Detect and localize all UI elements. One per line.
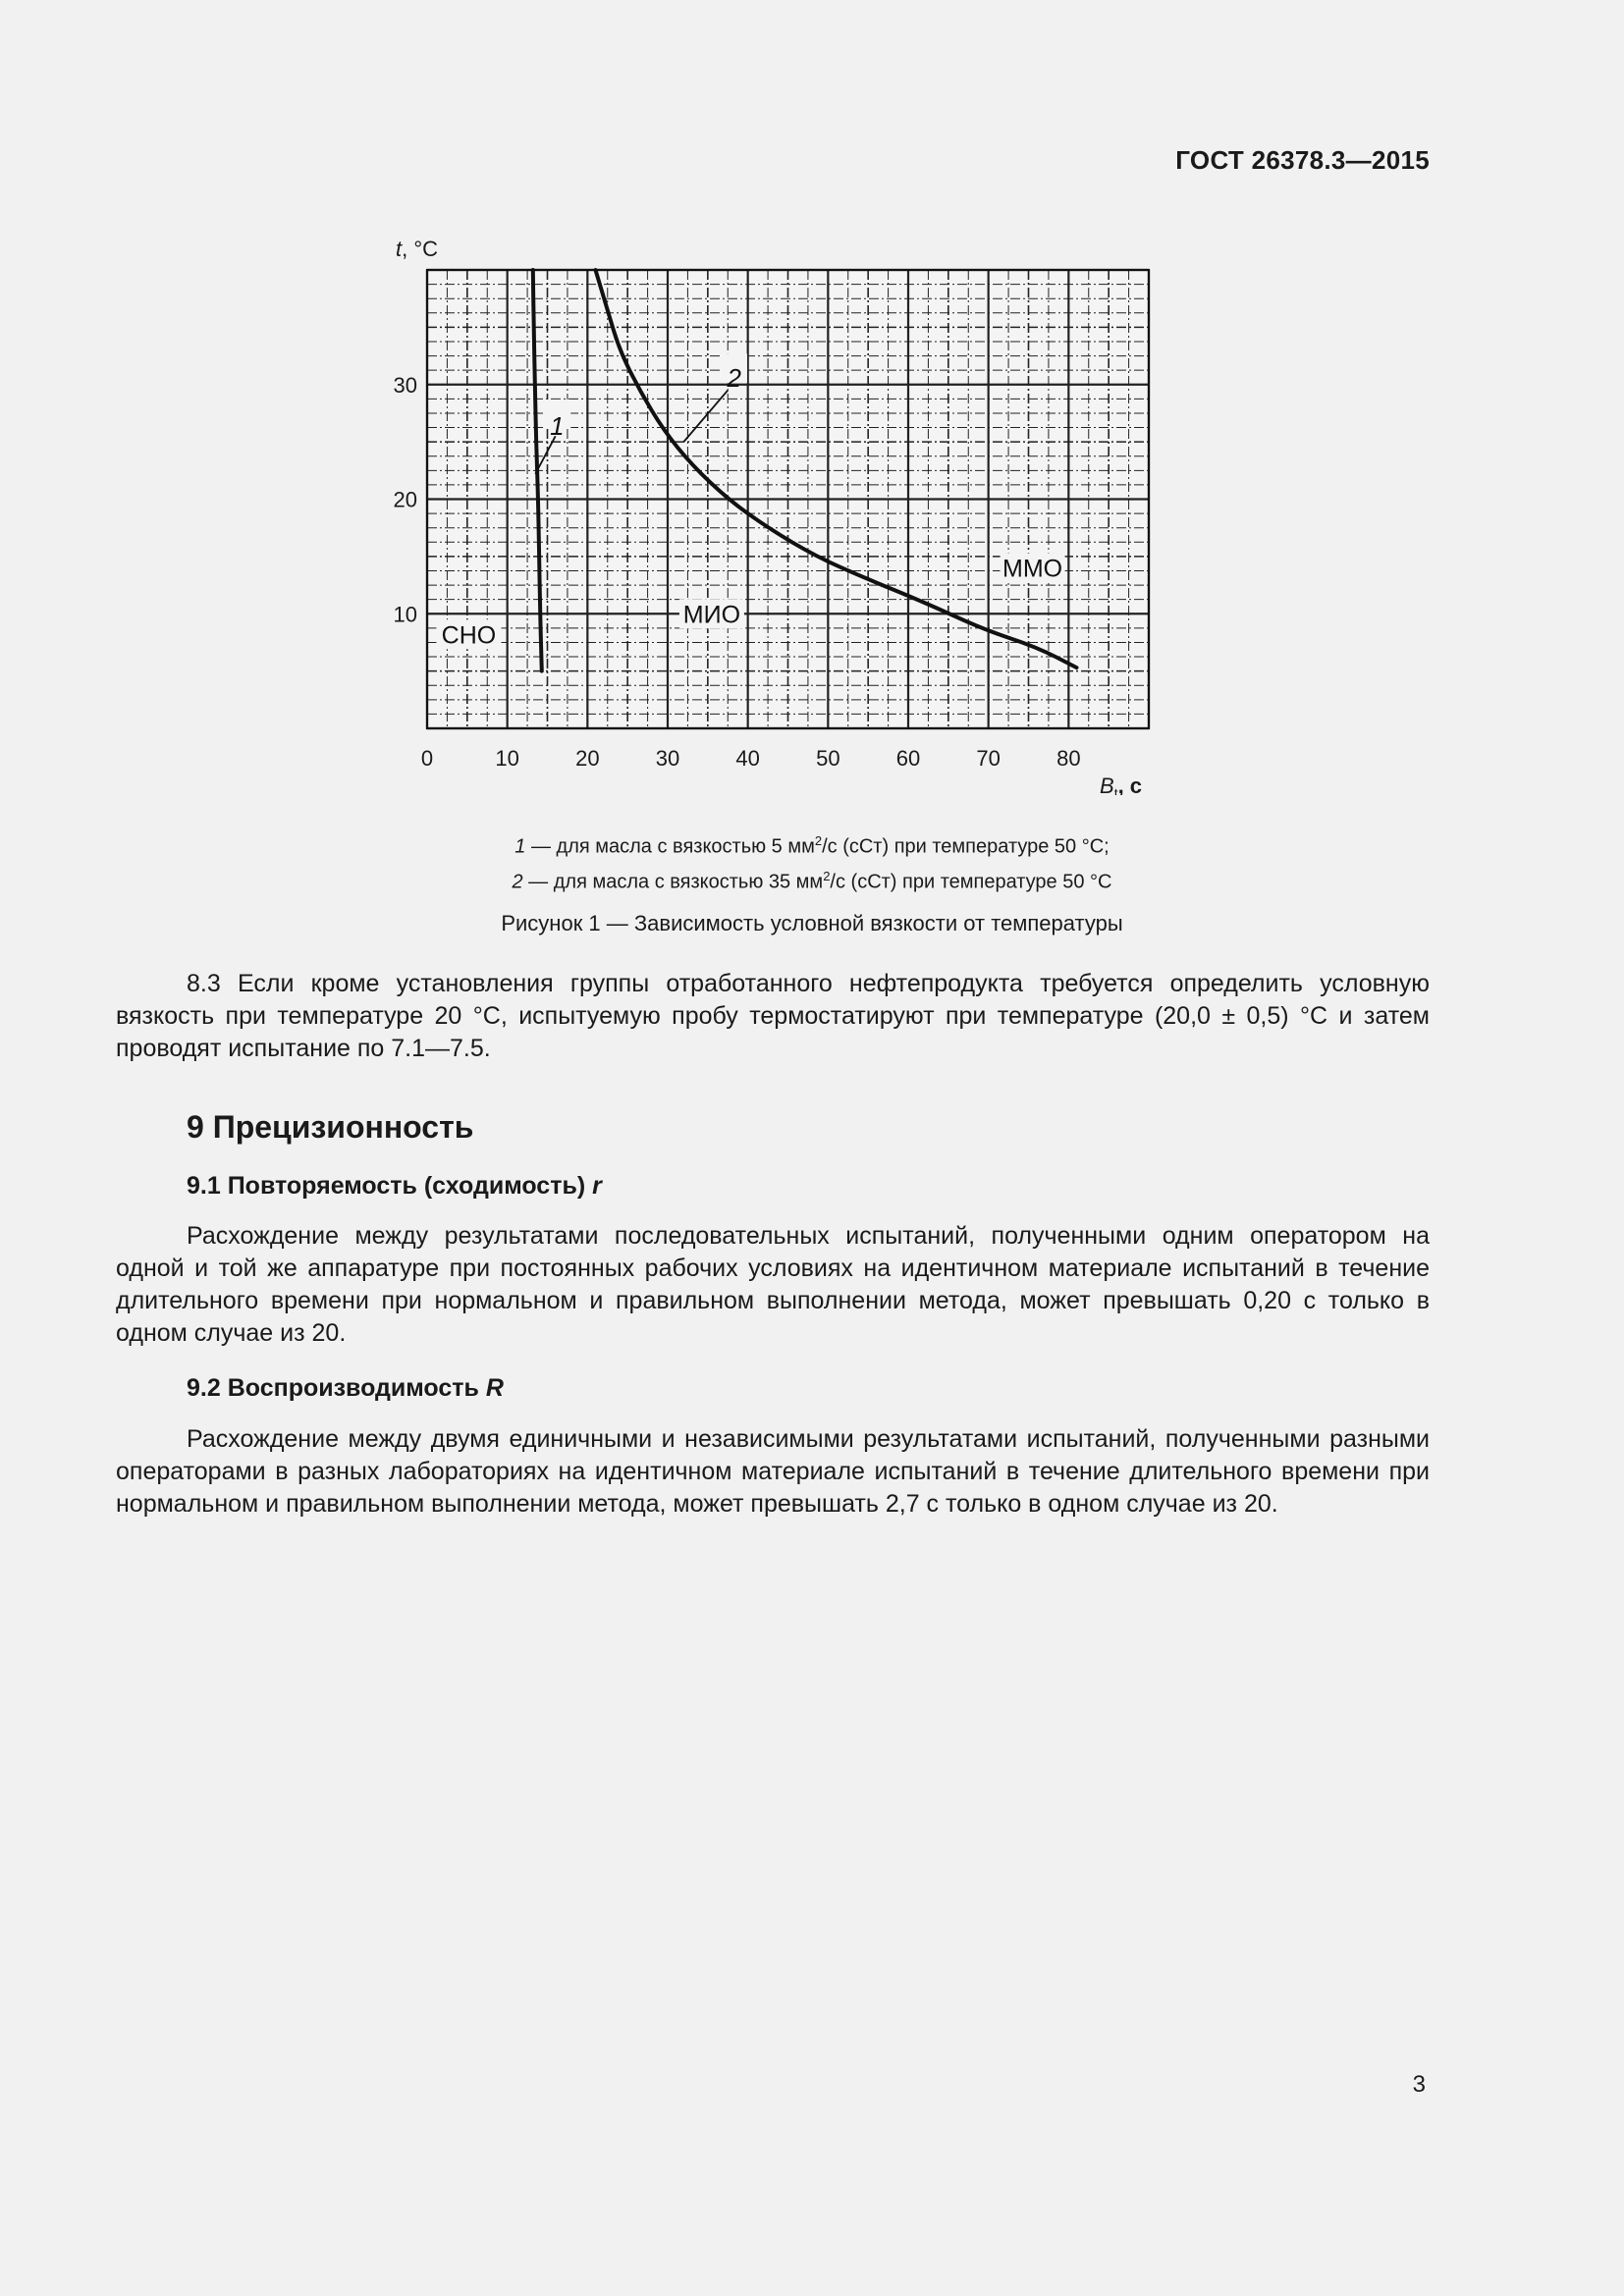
series-point-1 <box>538 499 539 500</box>
curve-1-number: 1 <box>550 411 565 442</box>
series-point-1 <box>541 670 542 671</box>
x-tick-label: 20 <box>575 746 600 771</box>
section-9-2-title <box>187 1374 504 1403</box>
y-tick-label: 10 <box>393 602 417 627</box>
region-label: МИО <box>682 601 741 629</box>
x-tick-label: 80 <box>1056 746 1081 771</box>
legend-text-1b: /с (сСт) при температуре 50 °С; <box>822 835 1110 858</box>
legend-item-1 <box>0 827 1624 862</box>
series-point-1 <box>534 384 535 385</box>
legend-item-2 <box>0 862 1624 897</box>
legend-sup-2: 2 <box>823 868 831 883</box>
figure-legend <box>0 827 1624 896</box>
x-tick-label: 70 <box>976 746 1001 771</box>
series-point-2 <box>595 270 596 271</box>
series-point-1 <box>533 327 534 328</box>
series-point-1 <box>532 270 533 271</box>
chart-svg <box>373 226 1178 795</box>
region-label: ММО <box>1002 555 1063 583</box>
series-point-2 <box>984 629 985 630</box>
section-9-1-title <box>187 1172 602 1201</box>
y-tick-label: 20 <box>393 487 417 512</box>
viscosity-chart <box>373 226 1178 795</box>
section-9-2-label: 9.2 Воспроизводимость <box>187 1374 486 1402</box>
series-point-2 <box>663 430 664 431</box>
x-tick-label: 60 <box>895 746 921 771</box>
series-point-2 <box>1036 647 1037 648</box>
page-number: 3 <box>1412 2071 1426 2098</box>
series-point-2 <box>728 499 729 500</box>
paragraph-8-3: 8.3 Если кроме установления группы отработанного нефтепродукта требуется определить условную вязкость при температуре 20 °C, испытуемую пробу термостатируют при температуре (20,0 ± 0,5) °C и затем проводят испытание по 7.1—7.5. <box>116 970 1430 1062</box>
series-point-2 <box>691 464 692 465</box>
section-9-title: 9 Прецизионность <box>187 1109 474 1145</box>
legend-text-2b: /с (сСт) при температуре 50 °С <box>830 871 1112 893</box>
series-point-2 <box>620 349 621 350</box>
x-axis-label: $B_t$, с <box>1100 774 1143 795</box>
figure-caption: Рисунок 1 — Зависимость условной вязкости от температуры <box>501 911 1123 935</box>
section-9-1-var: r <box>592 1172 602 1200</box>
section-9-1-label: 9.1 Повторяемость (сходимость) <box>187 1172 593 1200</box>
legend-text-2a: — для масла с вязкостью 35 мм <box>522 871 824 893</box>
document-code: ГОСТ 26378.3—2015 <box>1175 145 1430 175</box>
y-axis-label: t, °C <box>396 237 439 261</box>
x-tick-label: 40 <box>735 746 760 771</box>
legend-num-2: 2 <box>512 871 523 893</box>
series-point-2 <box>816 556 817 557</box>
curve-2-number: 2 <box>727 363 742 394</box>
x-tick-label: 30 <box>655 746 680 771</box>
paragraph-9-1: Расхождение между результатами последовательных испытаний, полученными одним оператором на одной и той же аппаратуре при постоянных рабочих условиях на идентичном материале испытаний в течение длительного времени при нормальном и правильном выполнении метода, может превышать 0,20 с только в одном случае из 20. <box>116 1222 1430 1347</box>
x-tick-label: 0 <box>420 746 434 771</box>
series-point-2 <box>924 602 925 603</box>
series-point-2 <box>639 390 640 391</box>
series-point-2 <box>1076 667 1077 668</box>
x-tick-label: 50 <box>816 746 840 771</box>
paragraph-9-2: Расхождение между двумя единичными и независимыми результатами испытаний, полученными разными операторами в разных лабораториях на идентичном материале испытаний в течение длительного времени при нормальном и правильном выполнении метода, может превышать 2,7 с только в одном случае из 20. <box>116 1425 1430 1518</box>
legend-sup-1: 2 <box>814 833 823 848</box>
legend-num-1: 1 <box>514 835 526 858</box>
series-point-1 <box>536 442 537 443</box>
series-point-2 <box>868 579 869 580</box>
y-tick-label: 30 <box>393 372 417 398</box>
x-tick-label: 10 <box>495 746 519 771</box>
series-point-2 <box>607 309 608 310</box>
legend-text-1a: — для масла с вязкостью 5 мм <box>525 835 815 858</box>
section-9-2-var: R <box>485 1374 504 1402</box>
region-label: СНО <box>441 621 497 650</box>
series-point-2 <box>768 527 769 528</box>
